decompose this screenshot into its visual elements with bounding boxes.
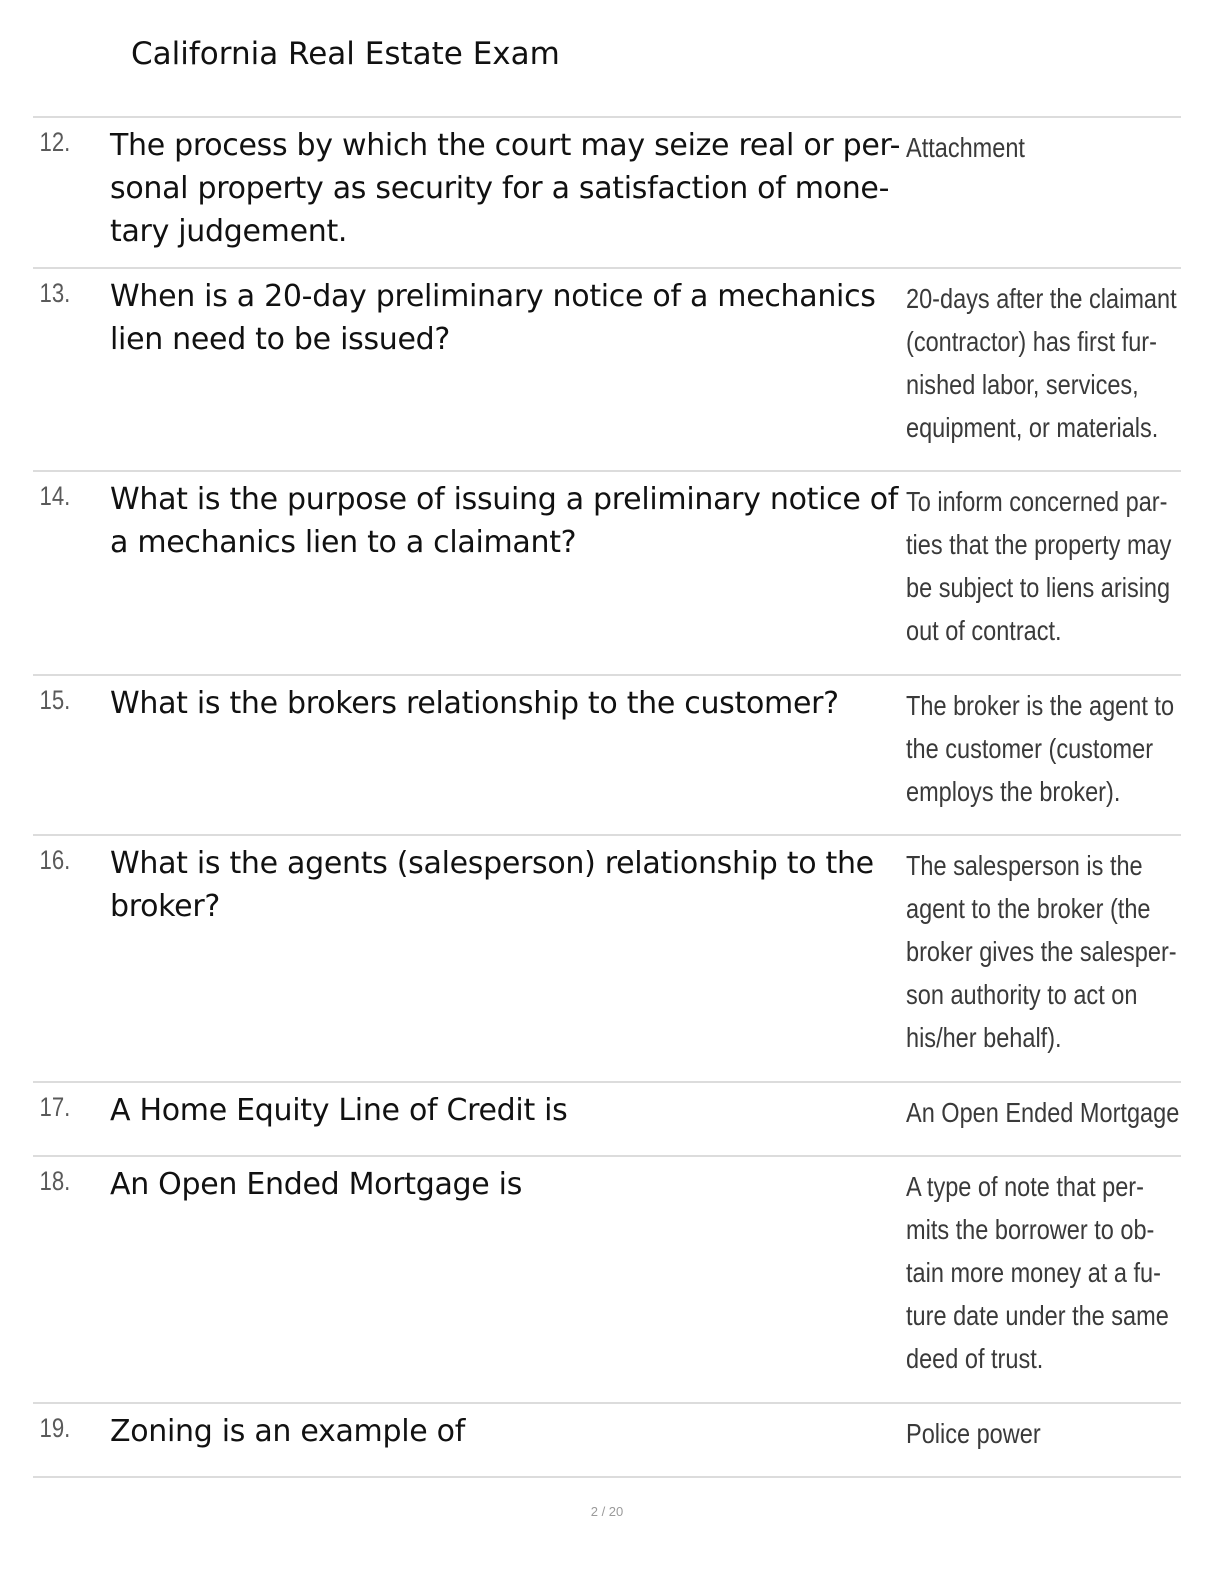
card-answer-text: A type of note that per- mits the borrower to ob- tain more money at a fu- ture date under the same deed of trust. xyxy=(906,1171,1169,1374)
card-question: When is a 20-day preliminary notice of a mechanics lien need to be issued? xyxy=(110,279,876,357)
card-answer xyxy=(906,1157,1181,1402)
card-question xyxy=(110,472,906,674)
flashcard-row xyxy=(33,1083,1181,1157)
card-question: A Home Equity Line of Credit is xyxy=(110,1093,568,1128)
card-answer-text: To inform concerned par- ties that the property may be subject to liens arising out of contract. xyxy=(906,486,1172,646)
card-answer-text: Police power xyxy=(906,1418,1041,1449)
card-answer xyxy=(906,269,1181,470)
page-number: 2 / 20 xyxy=(590,1504,624,1519)
card-answer xyxy=(906,676,1181,834)
card-answer-text: An Open Ended Mortgage xyxy=(906,1097,1180,1128)
card-answer xyxy=(906,1404,1181,1476)
card-question: Zoning is an example of xyxy=(110,1414,465,1449)
card-question-line: sonal property as security for a satisfaction of mone- xyxy=(110,171,890,206)
card-question xyxy=(110,118,906,267)
card-number: 13. xyxy=(39,278,71,308)
flashcard-row xyxy=(33,836,1181,1083)
card-number: 17. xyxy=(39,1092,71,1122)
flashcard-row xyxy=(33,472,1181,676)
card-question-line: The process by which the court may seize real or per- xyxy=(110,128,901,163)
flashcard-row xyxy=(33,269,1181,472)
card-answer xyxy=(906,836,1181,1081)
card-number: 14. xyxy=(39,481,71,511)
card-answer xyxy=(906,472,1181,674)
card-answer-text: The salesperson is the agent to the broker (the broker gives the salesper- son authority to act on his/her behalf). xyxy=(906,850,1177,1053)
card-number: 18. xyxy=(39,1166,71,1196)
card-question: What is the agents (salesperson) relationship to the broker? xyxy=(110,846,874,924)
flashcard-row xyxy=(33,676,1181,836)
card-answer-text: The broker is the agent to the customer (customer employs the broker). xyxy=(906,690,1175,807)
card-answer-text: 20-days after the claimant (contractor) has first fur- nished labor, services, equipment, or materials. xyxy=(906,283,1177,443)
card-answer xyxy=(906,118,1181,267)
document-title: California Real Estate Exam xyxy=(131,36,560,72)
card-number: 16. xyxy=(39,845,71,875)
card-number: 15. xyxy=(39,685,71,715)
card-answer-text: Attachment xyxy=(906,132,1025,163)
card-number: 12. xyxy=(39,127,71,157)
card-question-line: a mechanics lien to a claimant? xyxy=(110,525,577,560)
card-question-line: tary judgement. xyxy=(110,214,348,249)
flashcard-row xyxy=(33,1157,1181,1404)
flashcard-row xyxy=(33,118,1181,269)
flashcard-row xyxy=(33,1404,1181,1478)
card-question: What is the brokers relationship to the customer? xyxy=(110,686,839,721)
card-question-line: What is the purpose of issuing a preliminary notice of xyxy=(110,482,899,517)
flashcard-list xyxy=(33,116,1181,1478)
card-answer xyxy=(906,1083,1181,1155)
card-question: An Open Ended Mortgage is xyxy=(110,1167,523,1202)
card-number: 19. xyxy=(39,1413,71,1443)
